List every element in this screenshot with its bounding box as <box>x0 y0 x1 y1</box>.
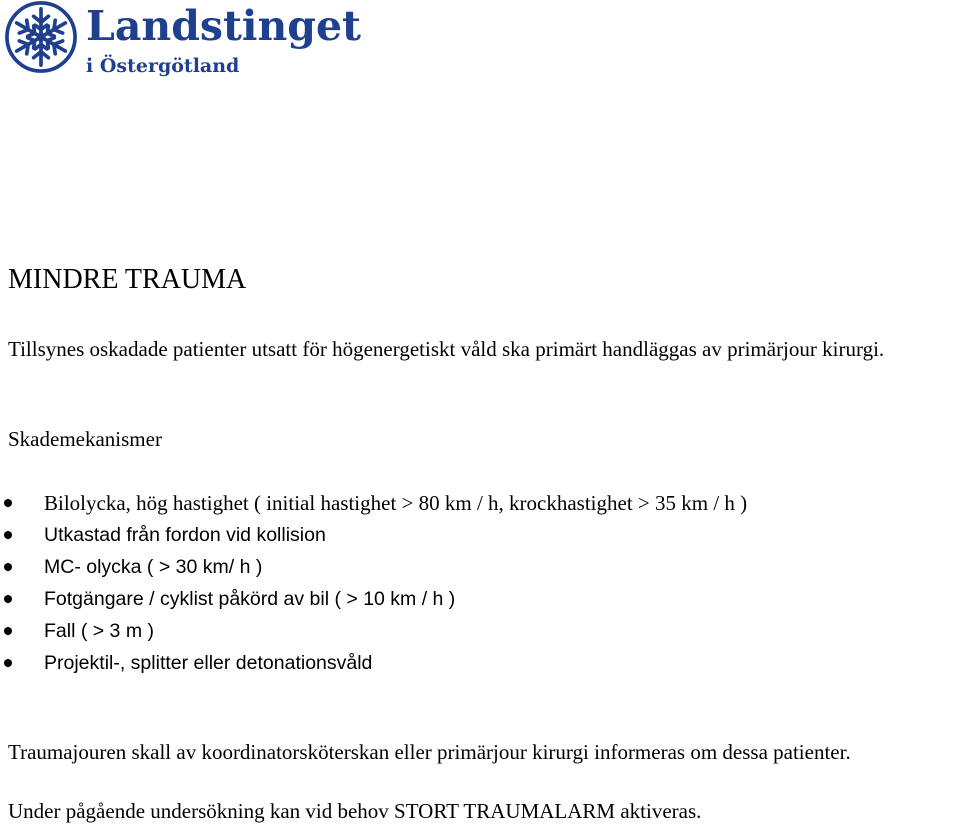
logo-subtitle: i Östergötland <box>86 55 240 77</box>
trauma-alarm-note: Under pågående undersökning kan vid behov STORT TRAUMALARM aktiveras. <box>8 799 702 823</box>
bullet-icon <box>4 531 12 539</box>
landstinget-logo <box>4 0 361 82</box>
mechanisms-list <box>0 487 950 679</box>
mechanisms-heading: Skademekanismer <box>8 427 162 451</box>
list-item <box>0 487 950 519</box>
closing-paragraph: Traumajouren skall av koordinatorsköterskan eller primärjour kirurgi informeras om dessa patienter. <box>8 740 851 764</box>
bullet-icon <box>4 595 12 603</box>
logo-name: Landstinget <box>86 2 361 50</box>
intro-paragraph: Tillsynes oskadade patienter utsatt för högenergetiskt våld ska primärt handläggas av primärjour kirurgi. <box>8 337 885 361</box>
list-item-text: Bilolycka, hög hastighet ( initial hastighet > 80 km / h, krockhastighet > 35 km / h ) <box>44 491 748 515</box>
list-item-text: Utkastad från fordon vid kollision <box>44 524 326 546</box>
list-item-text: Fotgängare / cyklist påkörd av bil ( > 10 km / h ) <box>44 588 456 610</box>
bullet-icon <box>4 499 12 507</box>
bullet-icon <box>4 659 12 667</box>
bullet-icon <box>4 627 12 635</box>
list-item <box>0 551 950 583</box>
list-item <box>0 583 950 615</box>
bullet-icon <box>4 563 12 571</box>
list-item-text: Fall ( > 3 m ) <box>44 620 154 642</box>
list-item <box>0 647 950 679</box>
list-item-text: Projektil-, splitter eller detonationsvåld <box>44 652 373 674</box>
list-item-text: MC- olycka ( > 30 km/ h ) <box>44 556 263 578</box>
list-item <box>0 519 950 551</box>
snowflake-emblem-icon <box>4 0 78 74</box>
list-item <box>0 615 950 647</box>
page-title: MINDRE TRAUMA <box>8 264 247 295</box>
